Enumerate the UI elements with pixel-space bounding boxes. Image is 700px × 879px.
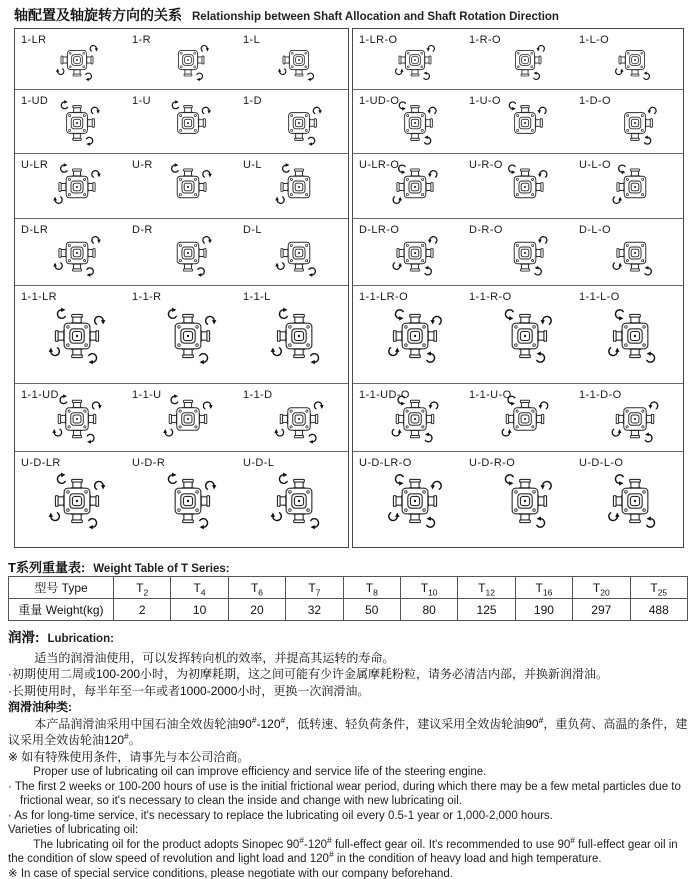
diagram-cell	[463, 219, 573, 285]
gearbox-rotation-diagram-icon	[273, 227, 325, 279]
gearbox-rotation-diagram-icon	[498, 392, 552, 446]
shaft-config-label: 1-D	[243, 95, 262, 107]
diagram-row	[353, 384, 683, 452]
gearbox-rotation-diagram-icon	[500, 98, 550, 148]
page-title	[14, 5, 559, 25]
diagram-row	[15, 452, 348, 547]
gearbox-rotation-diagram-icon	[50, 392, 104, 446]
type-cell: $T_6$	[228, 577, 285, 599]
weight-cell: 297	[573, 599, 630, 621]
lubrication-text-zh: ·长期使用时，每半年至一年或者1000-2000小时，更换一次润滑油。	[8, 683, 370, 698]
type-cell: $T_4$	[171, 577, 228, 599]
gearbox-rotation-diagram-icon	[272, 392, 326, 446]
diagram-cell	[237, 219, 348, 285]
shaft-config-label: D-L	[243, 224, 262, 236]
diagram-cell	[353, 219, 463, 285]
gearbox-rotation-diagram-icon	[392, 37, 438, 83]
shaft-config-label: 1-1-LR-O	[359, 291, 409, 303]
lubrication-text-en: · The first 2 weeks or 100-200 hours of use is the initial frictional wear period, during which there may be a few metal particles due to frictional wear, so it's necessary to clean the inside and change with new lubricating oil.	[8, 780, 681, 807]
type-cell: $T_{10}$	[400, 577, 457, 599]
weight-cell: 10	[171, 599, 228, 621]
gearbox-rotation-diagram-icon	[273, 161, 325, 213]
gearbox-rotation-diagram-icon	[163, 98, 213, 148]
diagram-row	[353, 154, 683, 219]
diagram-cell	[15, 384, 126, 451]
diagram-cell	[237, 286, 348, 383]
diagram-cell	[353, 154, 463, 218]
lubrication-text-zh: 润滑油种类:	[8, 700, 72, 714]
shaft-config-label: U-LR	[21, 159, 49, 171]
lubrication-heading	[8, 626, 694, 647]
weight-table-heading-en: Weight Table of T Series:	[93, 563, 230, 575]
gearbox-rotation-diagram-icon	[274, 98, 324, 148]
gearbox-rotation-diagram-icon	[612, 37, 658, 83]
diagram-cell	[353, 90, 463, 153]
diagram-cell	[237, 452, 348, 547]
diagram-row	[15, 384, 348, 452]
diagram-cell	[15, 90, 126, 153]
shaft-config-label: U-D-LR	[21, 457, 61, 469]
gearbox-rotation-diagram-icon	[390, 98, 440, 148]
gearbox-rotation-diagram-icon	[494, 305, 556, 367]
weight-row-label: 重量 Weight(kg)	[9, 599, 114, 621]
type-cell: $T_8$	[343, 577, 400, 599]
shaft-config-label: 1-1-R-O	[469, 291, 512, 303]
gearbox-rotation-diagram-icon	[51, 227, 103, 279]
shaft-config-label: U-D-L	[243, 457, 275, 469]
diagram-cell	[237, 90, 348, 153]
shaft-config-label: 1-1-LR	[21, 291, 58, 303]
gearbox-rotation-diagram-icon	[384, 305, 446, 367]
weight-cell: 190	[515, 599, 572, 621]
diagram-cell	[126, 286, 237, 383]
shaft-diagram-table-right	[352, 28, 684, 548]
shaft-config-label: U-D-LR-O	[359, 457, 412, 469]
weight-cell: 50	[343, 599, 400, 621]
lubrication-text-zh: 本产品润滑油采用中国石油全效齿轮油90#-120#，低转速、轻负荷条件，建议采用全效齿轮油90#，重负荷、高温的条件，建议采用全效齿轮油120#。	[8, 714, 688, 747]
gearbox-rotation-diagram-icon	[388, 392, 442, 446]
weight-table-heading	[8, 557, 230, 577]
type-cell: $T_{25}$	[630, 577, 687, 599]
shaft-config-label: 1-1-UD-O	[359, 389, 410, 401]
diagram-cell	[15, 452, 126, 547]
shaft-config-label: U-D-R	[132, 457, 166, 469]
gearbox-rotation-diagram-icon	[165, 37, 211, 83]
diagram-cell	[353, 384, 463, 451]
diagram-cell	[573, 29, 683, 89]
diagram-cell	[463, 452, 573, 547]
type-cell: $T_7$	[286, 577, 343, 599]
shaft-config-label: 1-1-R	[132, 291, 162, 303]
shaft-config-label: U-D-L-O	[579, 457, 624, 469]
diagram-cell	[15, 154, 126, 218]
diagram-cell	[463, 154, 573, 218]
gearbox-rotation-diagram-icon	[46, 305, 108, 367]
type-cell: $T_2$	[114, 577, 171, 599]
diagram-cell	[126, 90, 237, 153]
shaft-diagram-table-left	[14, 28, 349, 548]
shaft-config-label: D-LR	[21, 224, 49, 236]
shaft-config-label: D-R	[132, 224, 153, 236]
gearbox-rotation-diagram-icon	[157, 470, 219, 532]
gearbox-rotation-diagram-icon	[51, 161, 103, 213]
diagram-row	[353, 90, 683, 154]
lubrication-section	[8, 626, 694, 879]
gearbox-rotation-diagram-icon	[609, 227, 661, 279]
page-title-en: Relationship between Shaft Allocation and Shaft Rotation Direction	[192, 11, 559, 23]
diagram-cell	[126, 452, 237, 547]
page-title-zh: 轴配置及轴旋转方向的关系	[14, 7, 182, 23]
gearbox-rotation-diagram-icon	[609, 161, 661, 213]
shaft-config-label: 1-1-L	[243, 291, 271, 303]
shaft-config-label: 1-R-O	[469, 34, 501, 46]
lubrication-text-en: Proper use of lubricating oil can improve efficiency and service life of the steering engine.	[33, 766, 487, 778]
diagram-cell	[15, 29, 126, 89]
lubrication-text-en: ※ In case of special service conditions, please negotiate with our company beforehand.	[8, 867, 453, 879]
diagram-row	[353, 452, 683, 547]
shaft-config-label: D-L-O	[579, 224, 611, 236]
lubrication-text-en: The lubricating oil for the product adopts Sinopec 90#-120# full-effect gear oil. It's recommended to use 90# full-effect gear oil in the condition of slow speed of revolution and light load and 120# in the condition of heavy load and high temperature.	[8, 834, 678, 865]
diagram-cell	[463, 286, 573, 383]
gearbox-rotation-diagram-icon	[162, 227, 214, 279]
shaft-config-label: 1-1-UD	[21, 389, 59, 401]
shaft-config-label: 1-UD-O	[359, 95, 400, 107]
gearbox-rotation-diagram-icon	[384, 470, 446, 532]
diagram-cell	[353, 452, 463, 547]
lubrication-heading-en: Lubrication:	[47, 633, 114, 645]
weight-cell: 488	[630, 599, 687, 621]
shaft-config-label: U-LR-O	[359, 159, 400, 171]
gearbox-rotation-diagram-icon	[157, 305, 219, 367]
gearbox-rotation-diagram-icon	[46, 470, 108, 532]
diagram-cell	[463, 90, 573, 153]
shaft-config-label: U-L-O	[579, 159, 611, 171]
lubrication-text-en: Varieties of lubricating oil:	[8, 824, 139, 836]
shaft-config-label: D-LR-O	[359, 224, 400, 236]
diagram-cell	[573, 384, 683, 451]
type-cell: $T_{12}$	[458, 577, 515, 599]
weight-table-heading-zh: T系列重量表:	[8, 560, 86, 575]
diagram-cell	[126, 219, 237, 285]
shaft-config-label: U-D-R-O	[469, 457, 516, 469]
shaft-config-label: 1-R	[132, 34, 151, 46]
type-cell: $T_{20}$	[573, 577, 630, 599]
shaft-config-label: U-R-O	[469, 159, 503, 171]
lubrication-text-zh: ·初期使用二周或100-200小时，为初摩耗期，这之间可能有少许金属摩耗粉粒，请务必清洁内部，并换新润滑油。	[8, 667, 609, 681]
weight-table	[8, 576, 688, 621]
gearbox-rotation-diagram-icon	[161, 392, 215, 446]
shaft-config-label: 1-1-U-O	[469, 389, 512, 401]
gearbox-rotation-diagram-icon	[502, 37, 548, 83]
type-cell: $T_{16}$	[515, 577, 572, 599]
shaft-config-label: U-L	[243, 159, 262, 171]
diagram-cell	[15, 219, 126, 285]
lubrication-text-zh: ※ 如有特殊使用条件，请事先与本公司洽商。	[8, 749, 250, 764]
gearbox-rotation-diagram-icon	[610, 98, 660, 148]
weight-cell: 20	[228, 599, 285, 621]
diagram-row	[15, 219, 348, 286]
shaft-config-label: 1-U	[132, 95, 151, 107]
shaft-config-label: 1-1-D	[243, 389, 273, 401]
shaft-config-label: 1-LR-O	[359, 34, 398, 46]
diagram-cell	[126, 29, 237, 89]
diagram-cell	[126, 154, 237, 218]
shaft-config-label: 1-1-D-O	[579, 389, 622, 401]
gearbox-rotation-diagram-icon	[499, 227, 551, 279]
shaft-config-label: 1-1-L-O	[579, 291, 620, 303]
diagram-cell	[573, 286, 683, 383]
gearbox-rotation-diagram-icon	[268, 470, 330, 532]
diagram-cell	[573, 90, 683, 153]
diagram-cell	[573, 219, 683, 285]
diagram-cell	[237, 154, 348, 218]
gearbox-rotation-diagram-icon	[268, 305, 330, 367]
diagram-cell	[463, 384, 573, 451]
shaft-config-label: U-R	[132, 159, 153, 171]
gearbox-rotation-diagram-icon	[52, 98, 102, 148]
diagram-cell	[573, 452, 683, 547]
diagram-cell	[237, 29, 348, 89]
diagram-row	[15, 90, 348, 154]
shaft-config-label: 1-UD	[21, 95, 49, 107]
gearbox-rotation-diagram-icon	[276, 37, 322, 83]
diagram-cell	[573, 154, 683, 218]
diagram-cell	[353, 29, 463, 89]
gearbox-rotation-diagram-icon	[54, 37, 100, 83]
weight-cell: 80	[400, 599, 457, 621]
lubrication-text-en: · As for long-time service, it's necessary to replace the lubricating oil every 0.5-1 year or 1,000-2,000 hours.	[8, 809, 553, 822]
shaft-config-label: 1-1-U	[132, 389, 162, 401]
shaft-config-label: 1-L	[243, 34, 261, 46]
shaft-config-label: 1-LR	[21, 34, 47, 46]
lubrication-heading-zh: 润滑:	[8, 630, 40, 645]
diagram-row	[353, 29, 683, 90]
lubrication-text-zh: 适当的润滑油使用，可以发挥转向机的效率，并提高其运转的寿命。	[34, 650, 395, 665]
diagram-cell	[237, 384, 348, 451]
shaft-config-label: 1-L-O	[579, 34, 610, 46]
diagram-cell	[15, 286, 126, 383]
gearbox-rotation-diagram-icon	[608, 392, 662, 446]
gearbox-rotation-diagram-icon	[604, 470, 666, 532]
weight-cell: 125	[458, 599, 515, 621]
gearbox-rotation-diagram-icon	[604, 305, 666, 367]
gearbox-rotation-diagram-icon	[494, 470, 556, 532]
weight-cell: 2	[114, 599, 171, 621]
diagram-cell	[126, 384, 237, 451]
diagram-row	[15, 154, 348, 219]
weight-cell: 32	[286, 599, 343, 621]
diagram-cell	[353, 286, 463, 383]
diagram-cell	[463, 29, 573, 89]
shaft-config-label: 1-U-O	[469, 95, 501, 107]
gearbox-rotation-diagram-icon	[389, 227, 441, 279]
diagram-row	[15, 29, 348, 90]
diagram-row	[353, 219, 683, 286]
gearbox-rotation-diagram-icon	[162, 161, 214, 213]
gearbox-rotation-diagram-icon	[499, 161, 551, 213]
diagram-row	[15, 286, 348, 384]
shaft-config-label: D-R-O	[469, 224, 503, 236]
shaft-config-label: 1-D-O	[579, 95, 611, 107]
type-row-label: 型号 Type	[9, 577, 114, 599]
gearbox-rotation-diagram-icon	[389, 161, 441, 213]
diagram-row	[353, 286, 683, 384]
